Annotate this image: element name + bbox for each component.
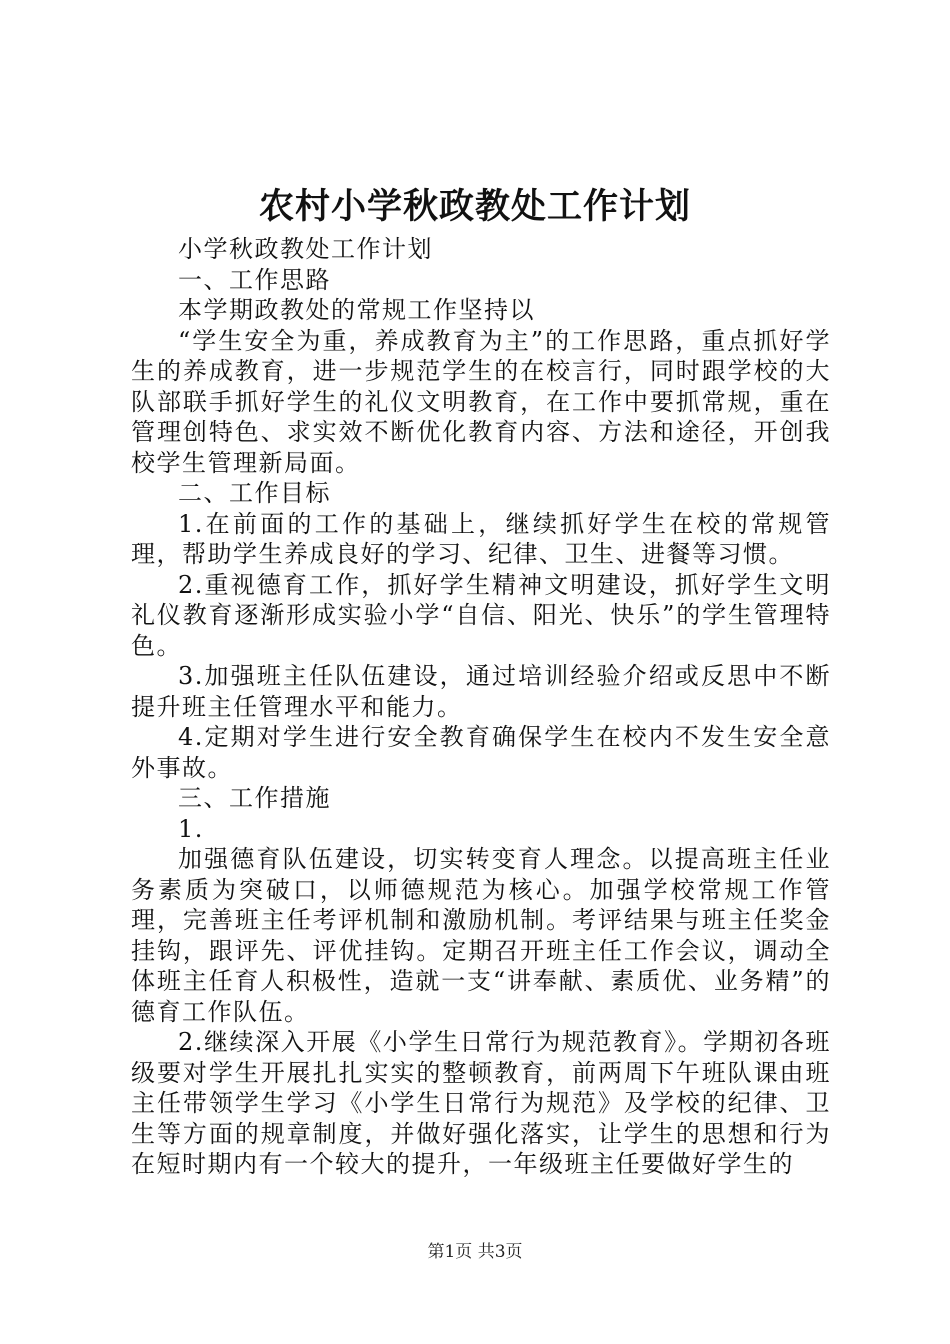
document-title: 农村小学秋政教处工作计划 (258, 186, 691, 227)
paragraph-goal-1: 1.在前面的工作的基础上，继续抓好学生在校的常规管理，帮助学生养成良好的学习、纪律、卫生、进餐等习惯。 (131, 509, 831, 568)
document-body (131, 234, 831, 1180)
heading-work-goals: 二、工作目标 (178, 479, 331, 507)
paragraph-measure-2: 2.继续深入开展《小学生日常行为规范教育》。学期初各班级要对学生开展扎扎实实的整顿教育，前两周下午班队课由班主任带领学生学习《小学生日常行为规范》及学校的纪律、卫生等方面的规章制度，并做好强化落实，让学生的思想和行为在短时期内有一个较大的提升，一年级班主任要做好学生的 (131, 1028, 831, 1178)
page-number-footer: 第1页 共3页 (427, 1242, 523, 1262)
paragraph-measure-1-number: 1. (178, 814, 204, 843)
paragraph-approach-intro: 本学期政教处的常规工作坚持以 (178, 296, 535, 324)
paragraph-goal-2: 2.重视德育工作，抓好学生精神文明建设，抓好学生文明礼仪教育逐渐形成实验小学“自信、阳光、快乐”的学生管理特色。 (131, 570, 831, 660)
heading-work-measures: 三、工作措施 (178, 784, 331, 812)
paragraph-subtitle: 小学秋政教处工作计划 (178, 235, 433, 263)
heading-work-approach: 一、工作思路 (178, 265, 331, 294)
paragraph-goal-4: 4.定期对学生进行安全教育确保学生在校内不发生安全意外事故。 (131, 723, 831, 782)
paragraph-approach-body: “学生安全为重，养成教育为主”的工作思路，重点抓好学生的养成教育，进一步规范学生的在校言行，同时跟学校的大队部联手抓好学生的礼仪文明教育，在工作中要抓常规，重在管理创特色、求实效不断优化教育内容、方法和途径，开创我校学生管理新局面。 (131, 326, 831, 477)
paragraph-goal-3: 3.加强班主任队伍建设，通过培训经验介绍或反思中不断提升班主任管理水平和能力。 (131, 662, 831, 721)
paragraph-measure-1: 加强德育队伍建设，切实转变育人理念。以提高班主任业务素质为突破口，以师德规范为核心。加强学校常规工作管理，完善班主任考评机制和激励机制。考评结果与班主任奖金挂钩，跟评先、评优挂钩。定期召开班主任工作会议，调动全体班主任育人积极性，造就一支“讲奉献、素质优、业务精”的德育工作队伍。 (131, 845, 831, 1026)
